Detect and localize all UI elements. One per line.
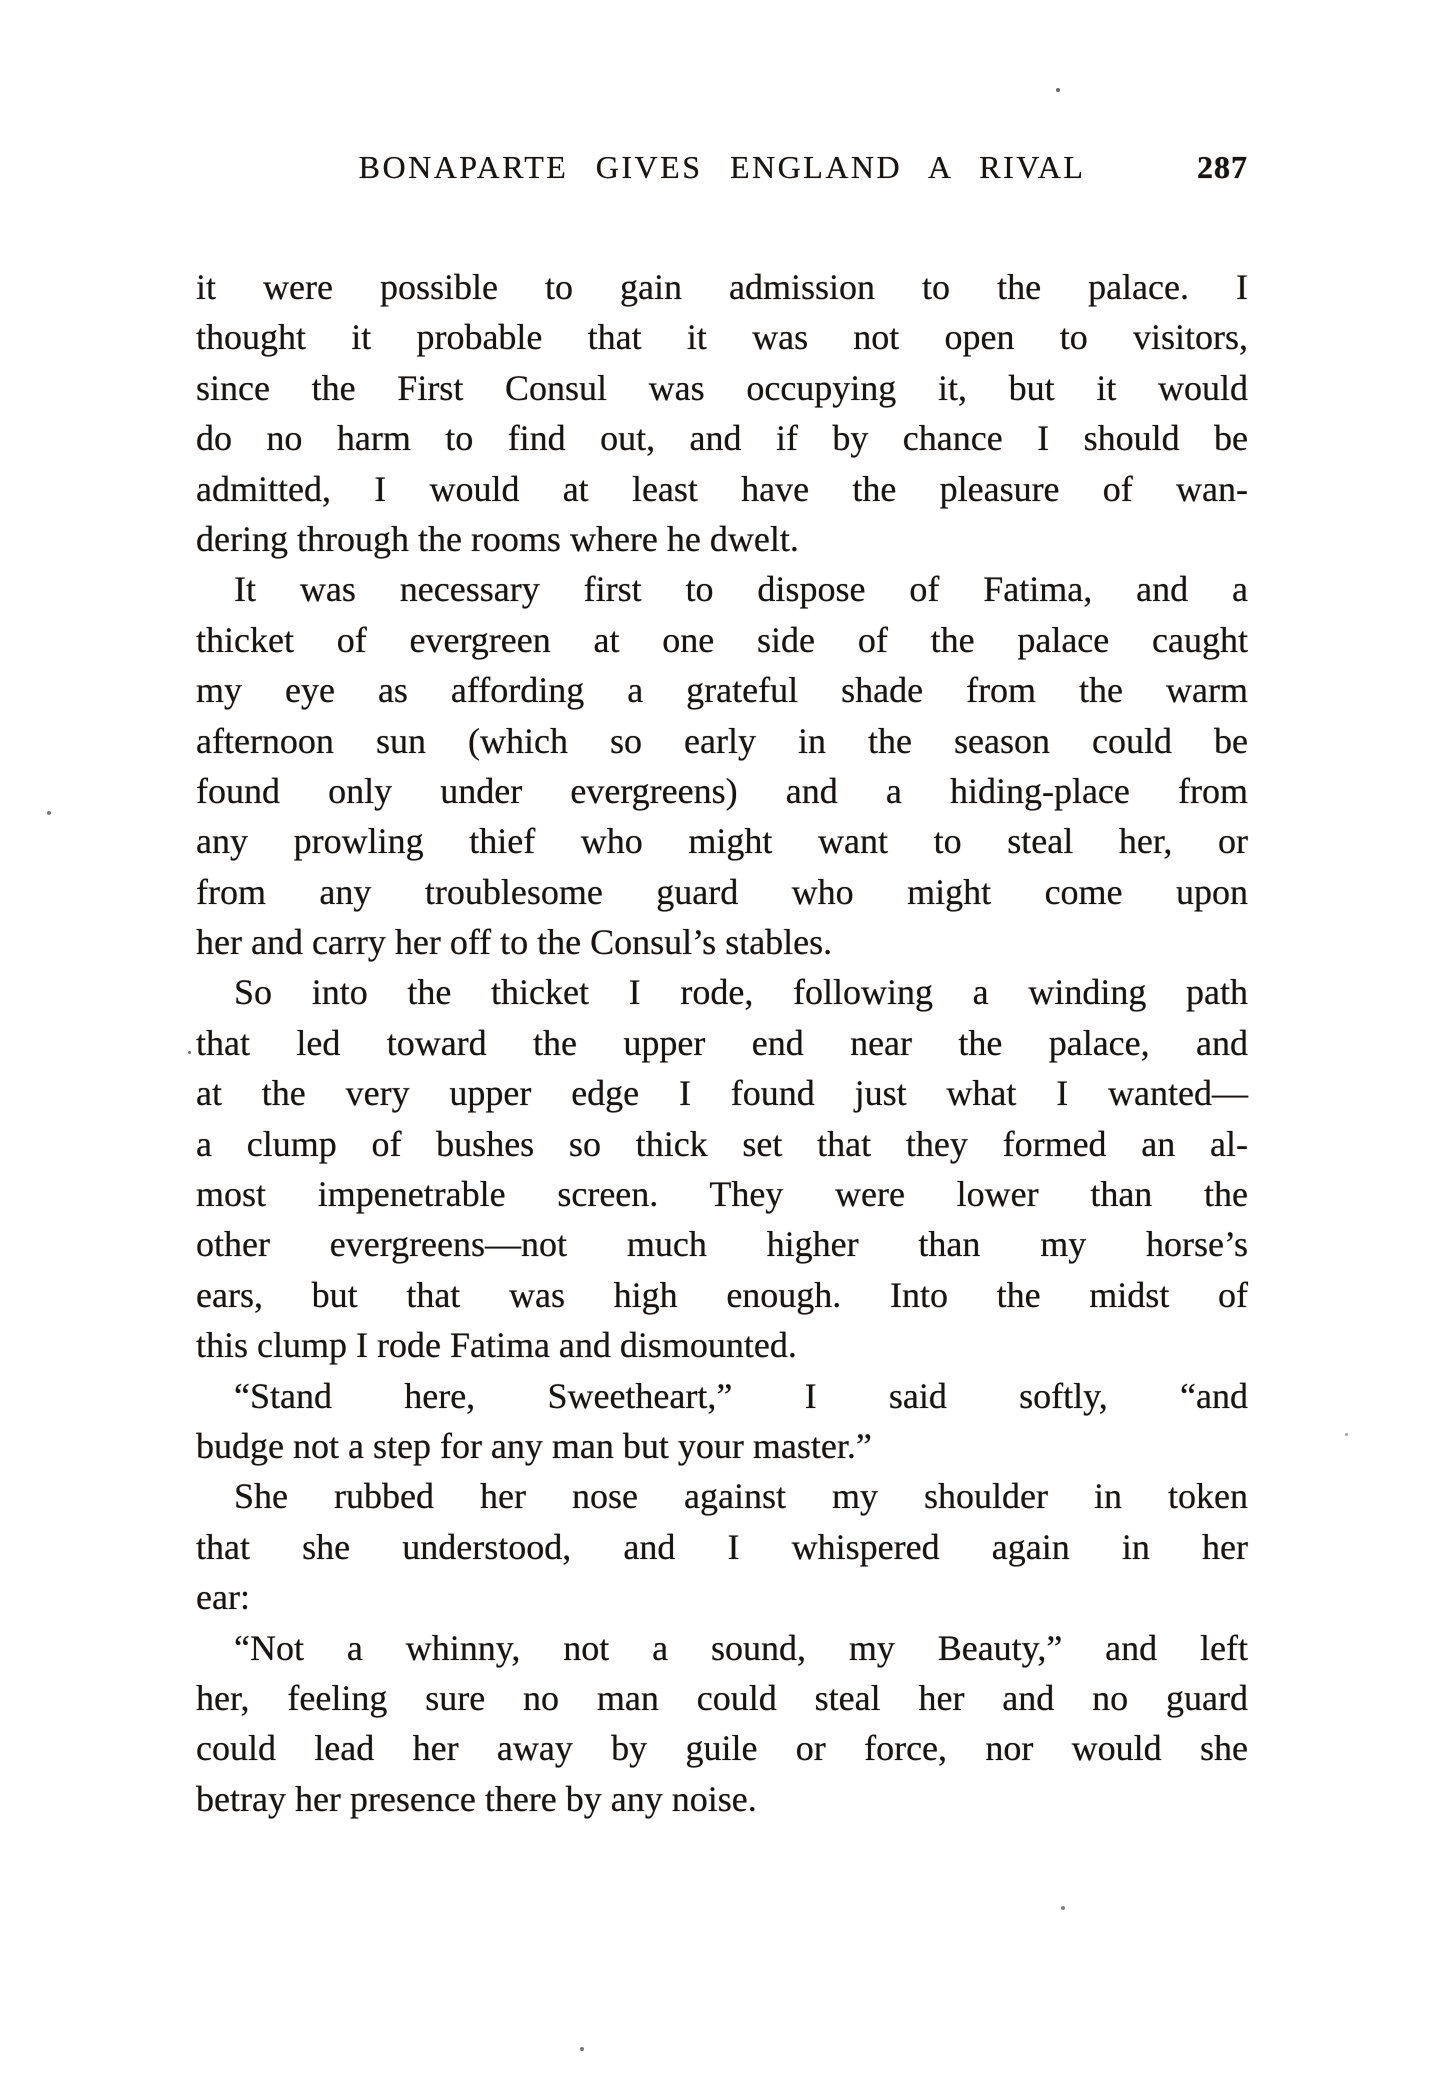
text-line: that led toward the upper end near the palace, and bbox=[196, 1022, 1248, 1063]
running-head bbox=[196, 149, 1248, 191]
text-line: betray her presence there by any noise. bbox=[196, 1778, 757, 1819]
text-line: thicket of evergreen at one side of the palace caught bbox=[196, 619, 1248, 660]
text-line: budge not a step for any man but your master.” bbox=[196, 1425, 872, 1466]
text-line: “Stand here, Sweetheart,” I said softly, “and bbox=[234, 1375, 1248, 1416]
text-line: thought it probable that it was not open to visitors, bbox=[196, 317, 1248, 358]
text-line: my eye as affording a grateful shade from the warm bbox=[196, 670, 1248, 711]
text-line: ear: bbox=[196, 1577, 250, 1618]
text-line: a clump of bushes so thick set that they formed an al- bbox=[196, 1123, 1248, 1164]
text-line: afternoon sun (which so early in the season could be bbox=[196, 720, 1248, 761]
text-line: “Not a whinny, not a sound, my Beauty,” and left bbox=[234, 1627, 1248, 1668]
text-line: ears, but that was high enough. Into the midst of bbox=[196, 1274, 1248, 1315]
text-line: at the very upper edge I found just what I wanted— bbox=[196, 1073, 1248, 1114]
text-line: could lead her away by guile or force, nor would she bbox=[196, 1728, 1248, 1769]
text-line: other evergreens—not much higher than my horse’s bbox=[196, 1224, 1248, 1265]
scan-speckle bbox=[47, 811, 51, 815]
scan-speckle bbox=[188, 1051, 191, 1054]
text-line: most impenetrable screen. They were lower than the bbox=[196, 1174, 1248, 1215]
text-line: dering through the rooms where he dwelt. bbox=[196, 518, 799, 559]
page-body bbox=[196, 262, 1248, 1824]
text-line: that she understood, and I whispered again in her bbox=[196, 1526, 1248, 1567]
text-line: from any troublesome guard who might come upon bbox=[196, 871, 1248, 912]
text-line: found only under evergreens) and a hiding-place from bbox=[196, 770, 1248, 811]
text-line: any prowling thief who might want to steal her, or bbox=[196, 821, 1248, 862]
page-number: 287 bbox=[1197, 149, 1248, 185]
text-line: admitted, I would at least have the pleasure of wan- bbox=[196, 468, 1248, 509]
text-line: her, feeling sure no man could steal her and no guard bbox=[196, 1677, 1248, 1718]
scan-speckle bbox=[1345, 1433, 1348, 1436]
text-line: She rubbed her nose against my shoulder in token bbox=[234, 1476, 1248, 1517]
text-line: So into the thicket I rode, following a winding path bbox=[234, 972, 1248, 1013]
scan-speckle bbox=[580, 2047, 584, 2051]
text-line: do no harm to find out, and if by chance I should be bbox=[196, 418, 1248, 459]
text-line: it were possible to gain admission to the palace. I bbox=[196, 267, 1248, 307]
scan-speckle bbox=[1061, 1906, 1065, 1910]
chapter-title: BONAPARTE GIVES ENGLAND A RIVAL bbox=[358, 149, 1086, 185]
text-line: this clump I rode Fatima and dismounted. bbox=[196, 1325, 797, 1366]
text-line: since the First Consul was occupying it, but it would bbox=[196, 367, 1248, 408]
text-line: her and carry her off to the Consul’s stables. bbox=[196, 922, 833, 963]
scan-speckle bbox=[1056, 88, 1060, 92]
text-line: It was necessary first to dispose of Fatima, and a bbox=[234, 569, 1248, 610]
